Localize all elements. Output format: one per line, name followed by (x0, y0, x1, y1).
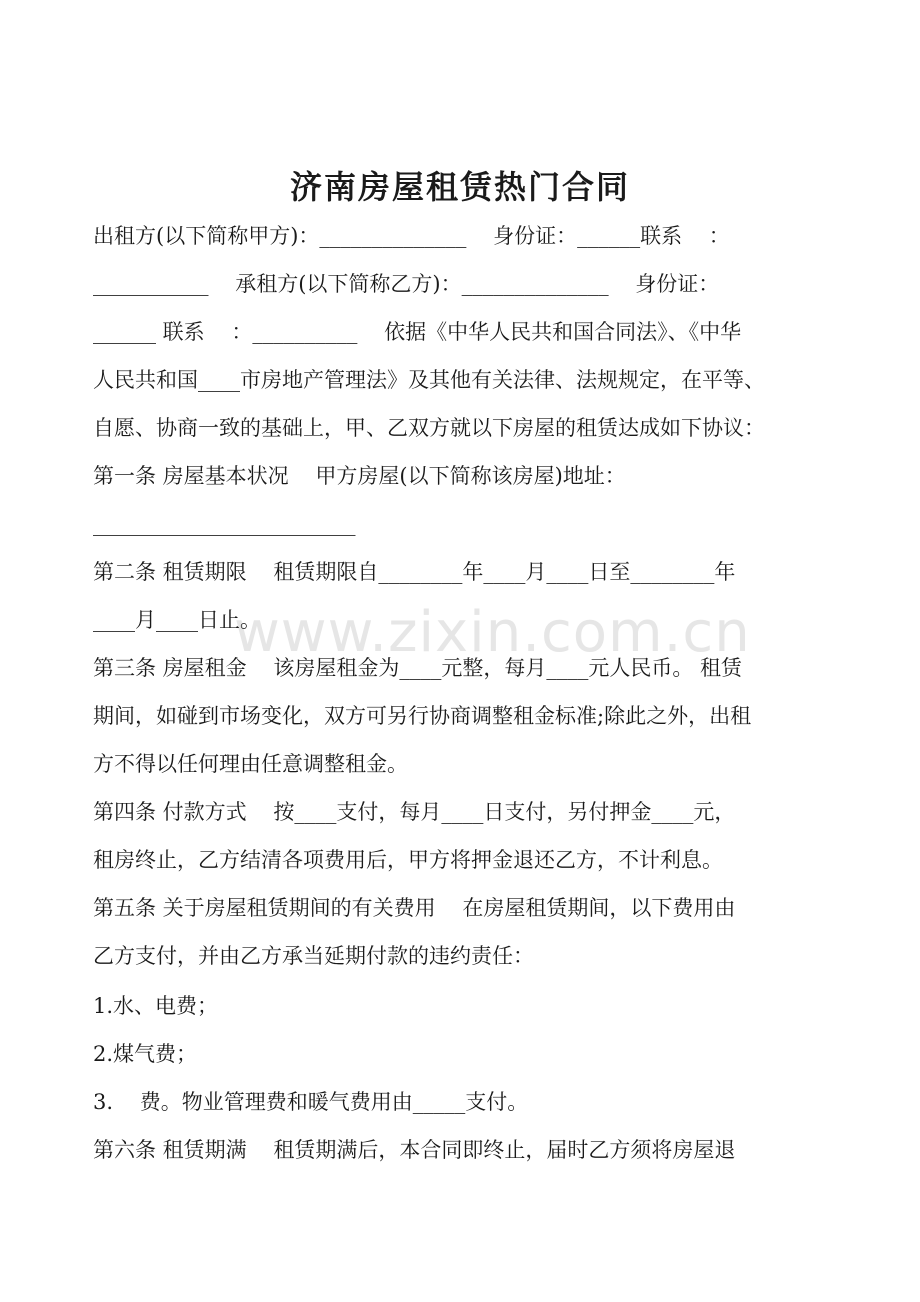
text-line: 自愿、协商一致的基础上，甲、乙双方就以下房屋的租赁达成如下协议： (93, 416, 765, 440)
text-line: 租房终止，乙方结清各项费用后，甲方将押金退还乙方，不计利息。 (93, 848, 723, 872)
text-line: 期间，如碰到市场变化，双方可另行协商调整租金标准;除此之外，出租 (93, 704, 752, 728)
text-line: ____月____日止。 (93, 608, 261, 632)
list-item: 3. 费。物业管理费和暖气费用由_____支付。 (93, 1090, 529, 1114)
text-line: ______ 联系 ：__________ 依据《中华人民共和国合同法》、《中华 (93, 320, 742, 344)
text-line: 乙方支付，并由乙方承当延期付款的违约责任： (93, 944, 534, 968)
article-2-heading: 第二条 租赁期限 租赁期限自________年____月____日至________年 (93, 560, 736, 584)
article-6-heading: 第六条 租赁期满 租赁期满后，本合同即终止，届时乙方须将房屋退 (93, 1138, 736, 1162)
article-3-heading: 第三条 房屋租金 该房屋租金为____元整，每月____元人民币。 租赁 (93, 656, 743, 680)
article-1-heading: 第一条 房屋基本状况 甲方房屋(以下简称该房屋)地址： (93, 464, 626, 488)
text-line: ___________ 承租方(以下简称乙方)：______________ 身份证： (93, 272, 720, 296)
watermark: www.zixin.com.cn (234, 600, 751, 665)
page-title: 济南房屋租赁热门合同 (289, 168, 630, 206)
list-item: 1.水、电费； (93, 994, 219, 1018)
list-item: 2.煤气费； (93, 1042, 198, 1066)
article-4-heading: 第四条 付款方式 按____支付，每月____日支付，另付押金____元， (93, 800, 736, 824)
text-line: 出租方(以下简称甲方)：______________ 身份证：______联系 ： (93, 224, 730, 248)
article-5-heading: 第五条 关于房屋租赁期间的有关费用 在房屋租赁期间，以下费用由 (93, 896, 736, 920)
text-line: 方不得以任何理由任意调整租金。 (93, 752, 408, 776)
text-line: 人民共和国____市房地产管理法》及其他有关法律、法规规定，在平等、 (93, 368, 765, 392)
address-blank: _________________________ (93, 512, 356, 536)
